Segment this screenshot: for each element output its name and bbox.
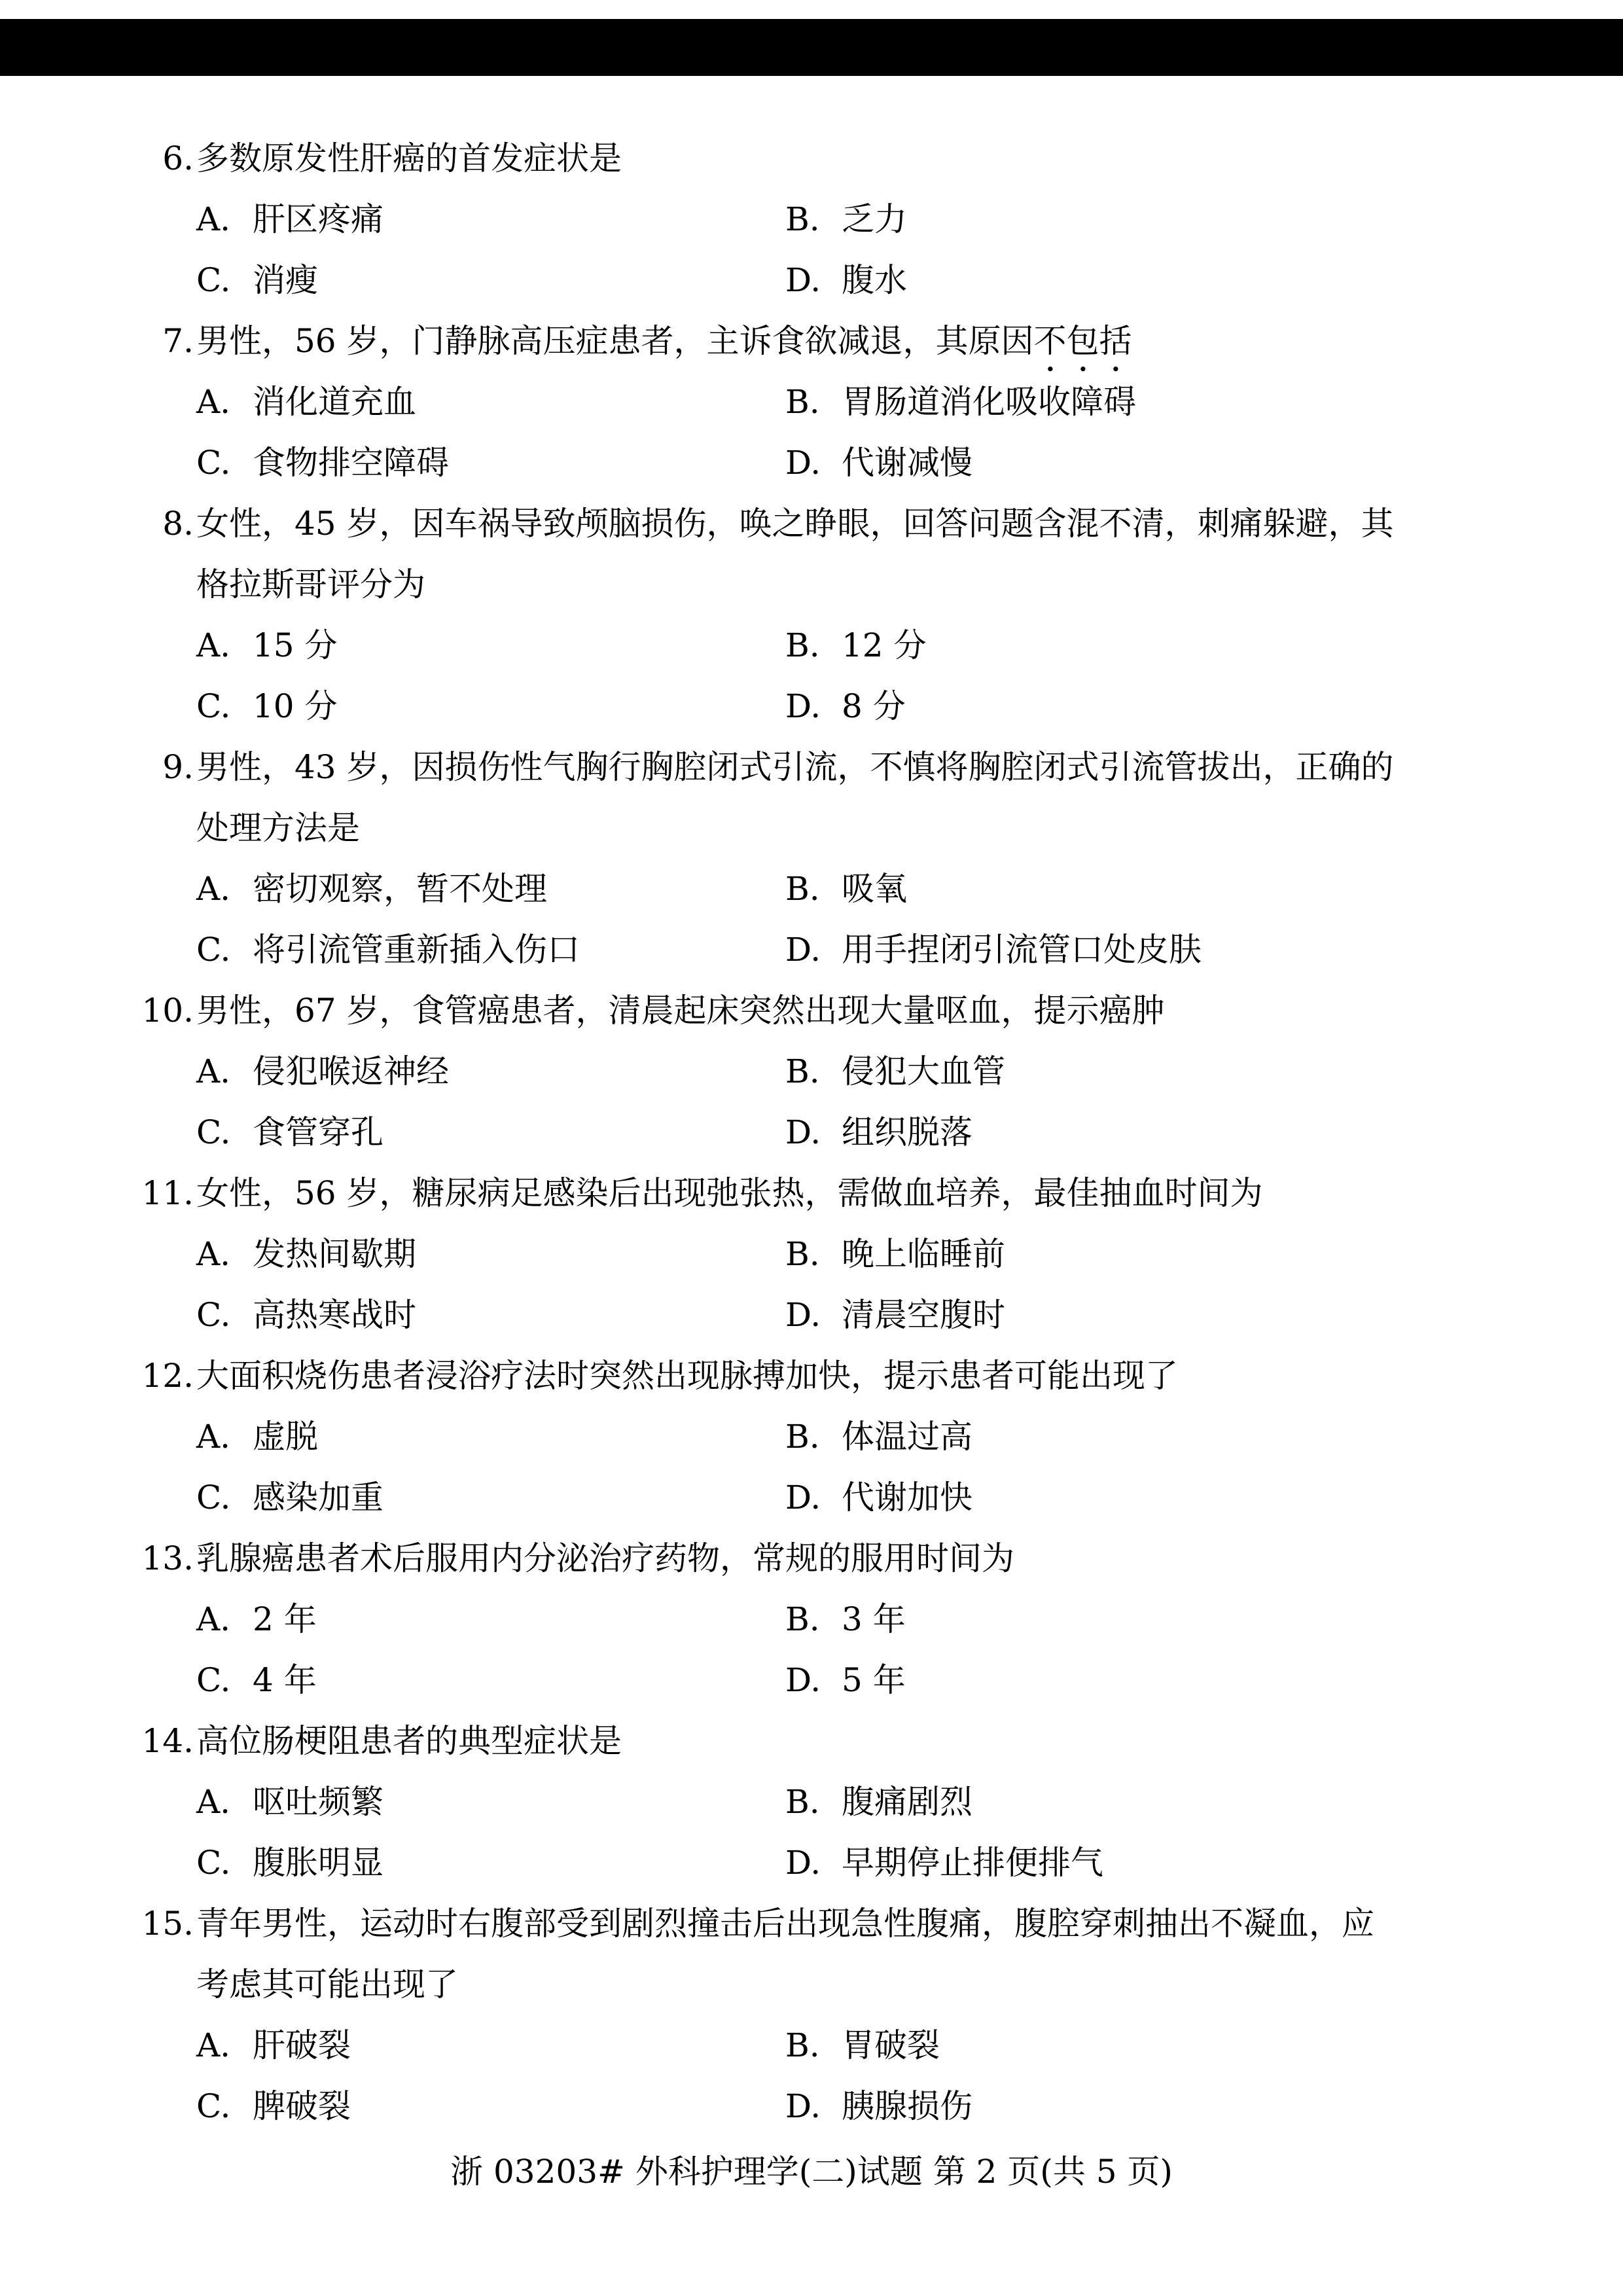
page-footer: 浙 03203# 外科护理学(二)试题 第 2 页(共 5 页) bbox=[450, 2153, 1173, 2191]
option-letter: A. bbox=[196, 626, 231, 664]
option-letter: D. bbox=[785, 1479, 821, 1516]
option-letter: C. bbox=[196, 2087, 231, 2125]
option-text: 侵犯喉返神经 bbox=[253, 1052, 449, 1090]
option-d[interactable] bbox=[785, 1650, 906, 1711]
option-letter: D. bbox=[785, 1296, 821, 1334]
option-text: 感染加重 bbox=[253, 1479, 383, 1516]
option-text: 消化道充血 bbox=[253, 383, 416, 421]
option-text: 8 分 bbox=[842, 687, 906, 725]
option-letter: A. bbox=[196, 383, 231, 421]
option-a[interactable] bbox=[196, 372, 416, 433]
question-6 bbox=[0, 128, 1623, 311]
option-text: 胃肠道消化吸收障碍 bbox=[842, 383, 1136, 421]
option-text: 肝破裂 bbox=[253, 2026, 351, 2064]
question-stem: 女性，45 岁，因车祸导致颅脑损伤，唤之睁眼，回答问题含混不清，刺痛躲避，其 bbox=[196, 505, 1394, 543]
option-text: 乏力 bbox=[842, 200, 907, 238]
option-a[interactable] bbox=[196, 1772, 383, 1833]
option-text: 4 年 bbox=[253, 1661, 317, 1699]
top-black-bar bbox=[0, 19, 1623, 76]
option-text: 胃破裂 bbox=[842, 2026, 940, 2064]
option-text: 15 分 bbox=[253, 626, 338, 664]
option-c[interactable] bbox=[196, 1467, 383, 1528]
option-b[interactable] bbox=[785, 1224, 1005, 1285]
option-letter: D. bbox=[785, 1113, 821, 1151]
question-number: 13. bbox=[141, 1539, 194, 1577]
option-letter: C. bbox=[196, 1296, 231, 1334]
question-number: 9. bbox=[162, 748, 194, 786]
question-list bbox=[0, 128, 1623, 2137]
option-letter: A. bbox=[196, 200, 231, 238]
option-c[interactable] bbox=[196, 433, 449, 493]
option-d[interactable] bbox=[785, 433, 972, 493]
option-letter: B. bbox=[785, 2026, 820, 2064]
option-text: 消瘦 bbox=[253, 261, 318, 299]
question-stem: 多数原发性肝癌的首发症状是 bbox=[196, 139, 622, 177]
question-stem-continued: 格拉斯哥评分为 bbox=[196, 565, 425, 603]
question-number: 6. bbox=[162, 139, 194, 177]
option-text: 5 年 bbox=[842, 1661, 906, 1699]
option-text: 呕吐频繁 bbox=[253, 1783, 383, 1821]
question-stem-text: 男性，56 岁，门静脉高压症患者，主诉食欲减退，其原因 bbox=[196, 322, 1034, 360]
option-a[interactable] bbox=[196, 1589, 317, 1650]
option-letter: B. bbox=[785, 1052, 820, 1090]
question-number: 15. bbox=[141, 1905, 194, 1943]
option-letter: A. bbox=[196, 1052, 231, 1090]
option-text: 用手捏闭引流管口处皮肤 bbox=[842, 931, 1202, 969]
question-13 bbox=[0, 1528, 1623, 1711]
question-stem: 男性，43 岁，因损伤性气胸行胸腔闭式引流，不慎将胸腔闭式引流管拔出，正确的 bbox=[196, 748, 1394, 786]
question-stem: 大面积烧伤患者浸浴疗法时突然出现脉搏加快，提示患者可能出现了 bbox=[196, 1357, 1178, 1395]
option-text: 10 分 bbox=[253, 687, 338, 725]
question-stem: 乳腺癌患者术后服用内分泌治疗药物，常规的服用时间为 bbox=[196, 1539, 1014, 1577]
option-text: 侵犯大血管 bbox=[842, 1052, 1005, 1090]
option-text: 体温过高 bbox=[842, 1418, 972, 1456]
option-letter: C. bbox=[196, 261, 231, 299]
question-number: 14. bbox=[141, 1722, 194, 1760]
option-d[interactable] bbox=[785, 920, 1202, 980]
option-b[interactable] bbox=[785, 1589, 906, 1650]
option-letter: D. bbox=[785, 1844, 821, 1882]
option-d[interactable] bbox=[785, 2076, 972, 2137]
option-text: 将引流管重新插入伤口 bbox=[253, 931, 580, 969]
question-number: 8. bbox=[162, 505, 194, 543]
question-8 bbox=[0, 493, 1623, 737]
option-b[interactable] bbox=[785, 1772, 972, 1833]
option-b[interactable] bbox=[785, 189, 907, 250]
question-stem bbox=[196, 311, 1132, 379]
option-letter: B. bbox=[785, 1235, 820, 1273]
option-text: 胰腺损伤 bbox=[842, 2087, 972, 2125]
option-text: 3 年 bbox=[842, 1600, 906, 1638]
question-15 bbox=[0, 1893, 1623, 2137]
option-letter: C. bbox=[196, 1844, 231, 1882]
option-letter: A. bbox=[196, 870, 231, 908]
option-b[interactable] bbox=[785, 859, 907, 920]
option-letter: D. bbox=[785, 1661, 821, 1699]
option-a[interactable] bbox=[196, 2015, 351, 2076]
question-14 bbox=[0, 1711, 1623, 1893]
option-d[interactable] bbox=[785, 676, 906, 737]
option-letter: A. bbox=[196, 1600, 231, 1638]
option-letter: C. bbox=[196, 687, 231, 725]
question-number: 10. bbox=[141, 992, 194, 1030]
option-c[interactable] bbox=[196, 250, 318, 311]
option-a[interactable] bbox=[196, 1041, 449, 1102]
option-d[interactable] bbox=[785, 1467, 972, 1528]
option-d[interactable] bbox=[785, 1102, 972, 1163]
option-b[interactable] bbox=[785, 1041, 1005, 1102]
option-letter: A. bbox=[196, 2026, 231, 2064]
option-text: 肝区疼痛 bbox=[253, 200, 383, 238]
emphasized-keyword: 不包括 bbox=[1033, 322, 1132, 360]
option-letter: D. bbox=[785, 2087, 821, 2125]
option-text: 代谢减慢 bbox=[842, 444, 972, 482]
option-letter: A. bbox=[196, 1418, 231, 1456]
option-text: 早期停止排便排气 bbox=[842, 1844, 1103, 1882]
option-a[interactable] bbox=[196, 859, 547, 920]
question-12 bbox=[0, 1346, 1623, 1528]
option-text: 吸氧 bbox=[842, 870, 907, 908]
question-stem-continued: 考虑其可能出现了 bbox=[196, 1965, 458, 2003]
option-text: 腹痛剧烈 bbox=[842, 1783, 972, 1821]
option-d[interactable] bbox=[785, 1285, 1005, 1346]
option-c[interactable] bbox=[196, 1102, 383, 1163]
option-a[interactable] bbox=[196, 1224, 416, 1285]
option-a[interactable] bbox=[196, 615, 338, 676]
question-number: 7. bbox=[162, 322, 194, 360]
option-text: 腹水 bbox=[842, 261, 907, 299]
question-7 bbox=[0, 311, 1623, 493]
option-text: 密切观察，暂不处理 bbox=[253, 870, 547, 908]
option-c[interactable] bbox=[196, 1650, 317, 1711]
option-letter: A. bbox=[196, 1235, 231, 1273]
question-9 bbox=[0, 737, 1623, 980]
option-text: 组织脱落 bbox=[842, 1113, 972, 1151]
question-number: 11. bbox=[141, 1174, 194, 1212]
option-letter: B. bbox=[785, 200, 820, 238]
option-a[interactable] bbox=[196, 189, 383, 250]
option-letter: C. bbox=[196, 931, 231, 969]
option-text: 12 分 bbox=[842, 626, 927, 664]
option-letter: C. bbox=[196, 1661, 231, 1699]
question-stem-continued: 处理方法是 bbox=[196, 809, 360, 847]
option-text: 虚脱 bbox=[253, 1418, 318, 1456]
question-stem: 青年男性，运动时右腹部受到剧烈撞击后出现急性腹痛，腹腔穿刺抽出不凝血，应 bbox=[196, 1905, 1374, 1943]
option-a[interactable] bbox=[196, 1407, 318, 1467]
option-text: 脾破裂 bbox=[253, 2087, 351, 2125]
option-d[interactable] bbox=[785, 250, 907, 311]
option-text: 食物排空障碍 bbox=[253, 444, 449, 482]
option-c[interactable] bbox=[196, 920, 580, 980]
question-stem: 高位肠梗阻患者的典型症状是 bbox=[196, 1722, 622, 1760]
option-letter: D. bbox=[785, 261, 821, 299]
option-text: 2 年 bbox=[253, 1600, 317, 1638]
option-letter: B. bbox=[785, 383, 820, 421]
option-letter: B. bbox=[785, 870, 820, 908]
question-number: 12. bbox=[141, 1357, 194, 1395]
option-letter: D. bbox=[785, 687, 821, 725]
option-b[interactable] bbox=[785, 1407, 972, 1467]
option-b[interactable] bbox=[785, 372, 1136, 433]
option-b[interactable] bbox=[785, 615, 927, 676]
option-text: 代谢加快 bbox=[842, 1479, 972, 1516]
option-letter: B. bbox=[785, 1783, 820, 1821]
option-letter: B. bbox=[785, 626, 820, 664]
option-letter: C. bbox=[196, 1113, 231, 1151]
option-letter: C. bbox=[196, 1479, 231, 1516]
option-text: 高热寒战时 bbox=[253, 1296, 416, 1334]
question-10 bbox=[0, 980, 1623, 1163]
option-letter: C. bbox=[196, 444, 231, 482]
option-letter: D. bbox=[785, 931, 821, 969]
option-c[interactable] bbox=[196, 676, 338, 737]
option-d[interactable] bbox=[785, 1833, 1103, 1893]
option-text: 发热间歇期 bbox=[253, 1235, 416, 1273]
option-letter: D. bbox=[785, 444, 821, 482]
option-c[interactable] bbox=[196, 1833, 383, 1893]
option-c[interactable] bbox=[196, 2076, 351, 2137]
option-letter: B. bbox=[785, 1600, 820, 1638]
option-b[interactable] bbox=[785, 2015, 940, 2076]
option-text: 清晨空腹时 bbox=[842, 1296, 1005, 1334]
option-letter: A. bbox=[196, 1783, 231, 1821]
option-text: 晚上临睡前 bbox=[842, 1235, 1005, 1273]
question-stem: 男性，67 岁，食管癌患者，清晨起床突然出现大量呕血，提示癌肿 bbox=[196, 992, 1165, 1030]
question-11 bbox=[0, 1163, 1623, 1346]
option-c[interactable] bbox=[196, 1285, 416, 1346]
question-stem: 女性，56 岁，糖尿病足感染后出现弛张热，需做血培养，最佳抽血时间为 bbox=[196, 1174, 1263, 1212]
option-text: 食管穿孔 bbox=[253, 1113, 383, 1151]
option-letter: B. bbox=[785, 1418, 820, 1456]
option-text: 腹胀明显 bbox=[253, 1844, 383, 1882]
